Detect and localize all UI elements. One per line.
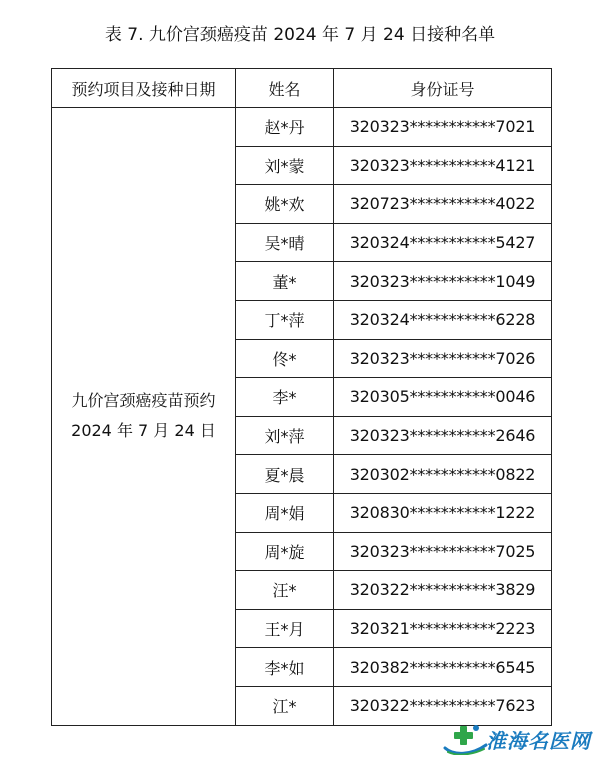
project-name: 九价宫颈癌疫苗预约 [71,391,216,411]
header-name: 姓名 [236,69,334,108]
watermark-text: 淮海名医网 [486,729,591,753]
table-header-row [52,69,552,108]
header-project: 预约项目及接种日期 [52,69,236,108]
id-number-cell: 320323***********4121 [334,146,552,185]
document-title: 表 7. 九价宫颈癌疫苗 2024 年 7 月 24 日接种名单 [104,25,496,45]
id-number-cell: 320324***********6228 [334,300,552,339]
name-cell: 董* [236,262,334,301]
id-number-cell: 320322***********7623 [334,686,552,725]
name-cell: 夏*晨 [236,455,334,494]
id-number-cell: 320723***********4022 [334,185,552,224]
id-number-cell: 320323***********7021 [334,108,552,147]
id-number-cell: 320305***********0046 [334,378,552,417]
name-cell: 姚*欢 [236,185,334,224]
table-row [52,108,552,147]
name-cell: 刘*蒙 [236,146,334,185]
name-cell: 李*如 [236,648,334,687]
name-cell: 王*月 [236,609,334,648]
id-number-cell: 320321***********2223 [334,609,552,648]
name-cell: 赵*丹 [236,108,334,147]
watermark [442,721,592,755]
id-number-cell: 320323***********1049 [334,262,552,301]
table-body [52,108,552,726]
name-cell: 吴*晴 [236,223,334,262]
name-cell: 周*旋 [236,532,334,571]
name-cell: 丁*萍 [236,300,334,339]
project-cell [52,108,236,726]
id-number-cell: 320324***********5427 [334,223,552,262]
name-cell: 佟* [236,339,334,378]
id-number-cell: 320323***********2646 [334,416,552,455]
name-cell: 江* [236,686,334,725]
id-number-cell: 320382***********6545 [334,648,552,687]
header-id: 身份证号 [334,69,552,108]
name-cell: 周*娟 [236,493,334,532]
id-number-cell: 320323***********7026 [334,339,552,378]
id-number-cell: 320302***********0822 [334,455,552,494]
name-cell: 李* [236,378,334,417]
vaccination-roster-table [51,68,552,726]
medical-cross-logo-icon [442,721,488,755]
id-number-cell: 320830***********1222 [334,493,552,532]
name-cell: 汪* [236,571,334,610]
id-number-cell: 320322***********3829 [334,571,552,610]
id-number-cell: 320323***********7025 [334,532,552,571]
project-date: 2024 年 7 月 24 日 [71,421,216,441]
name-cell: 刘*萍 [236,416,334,455]
